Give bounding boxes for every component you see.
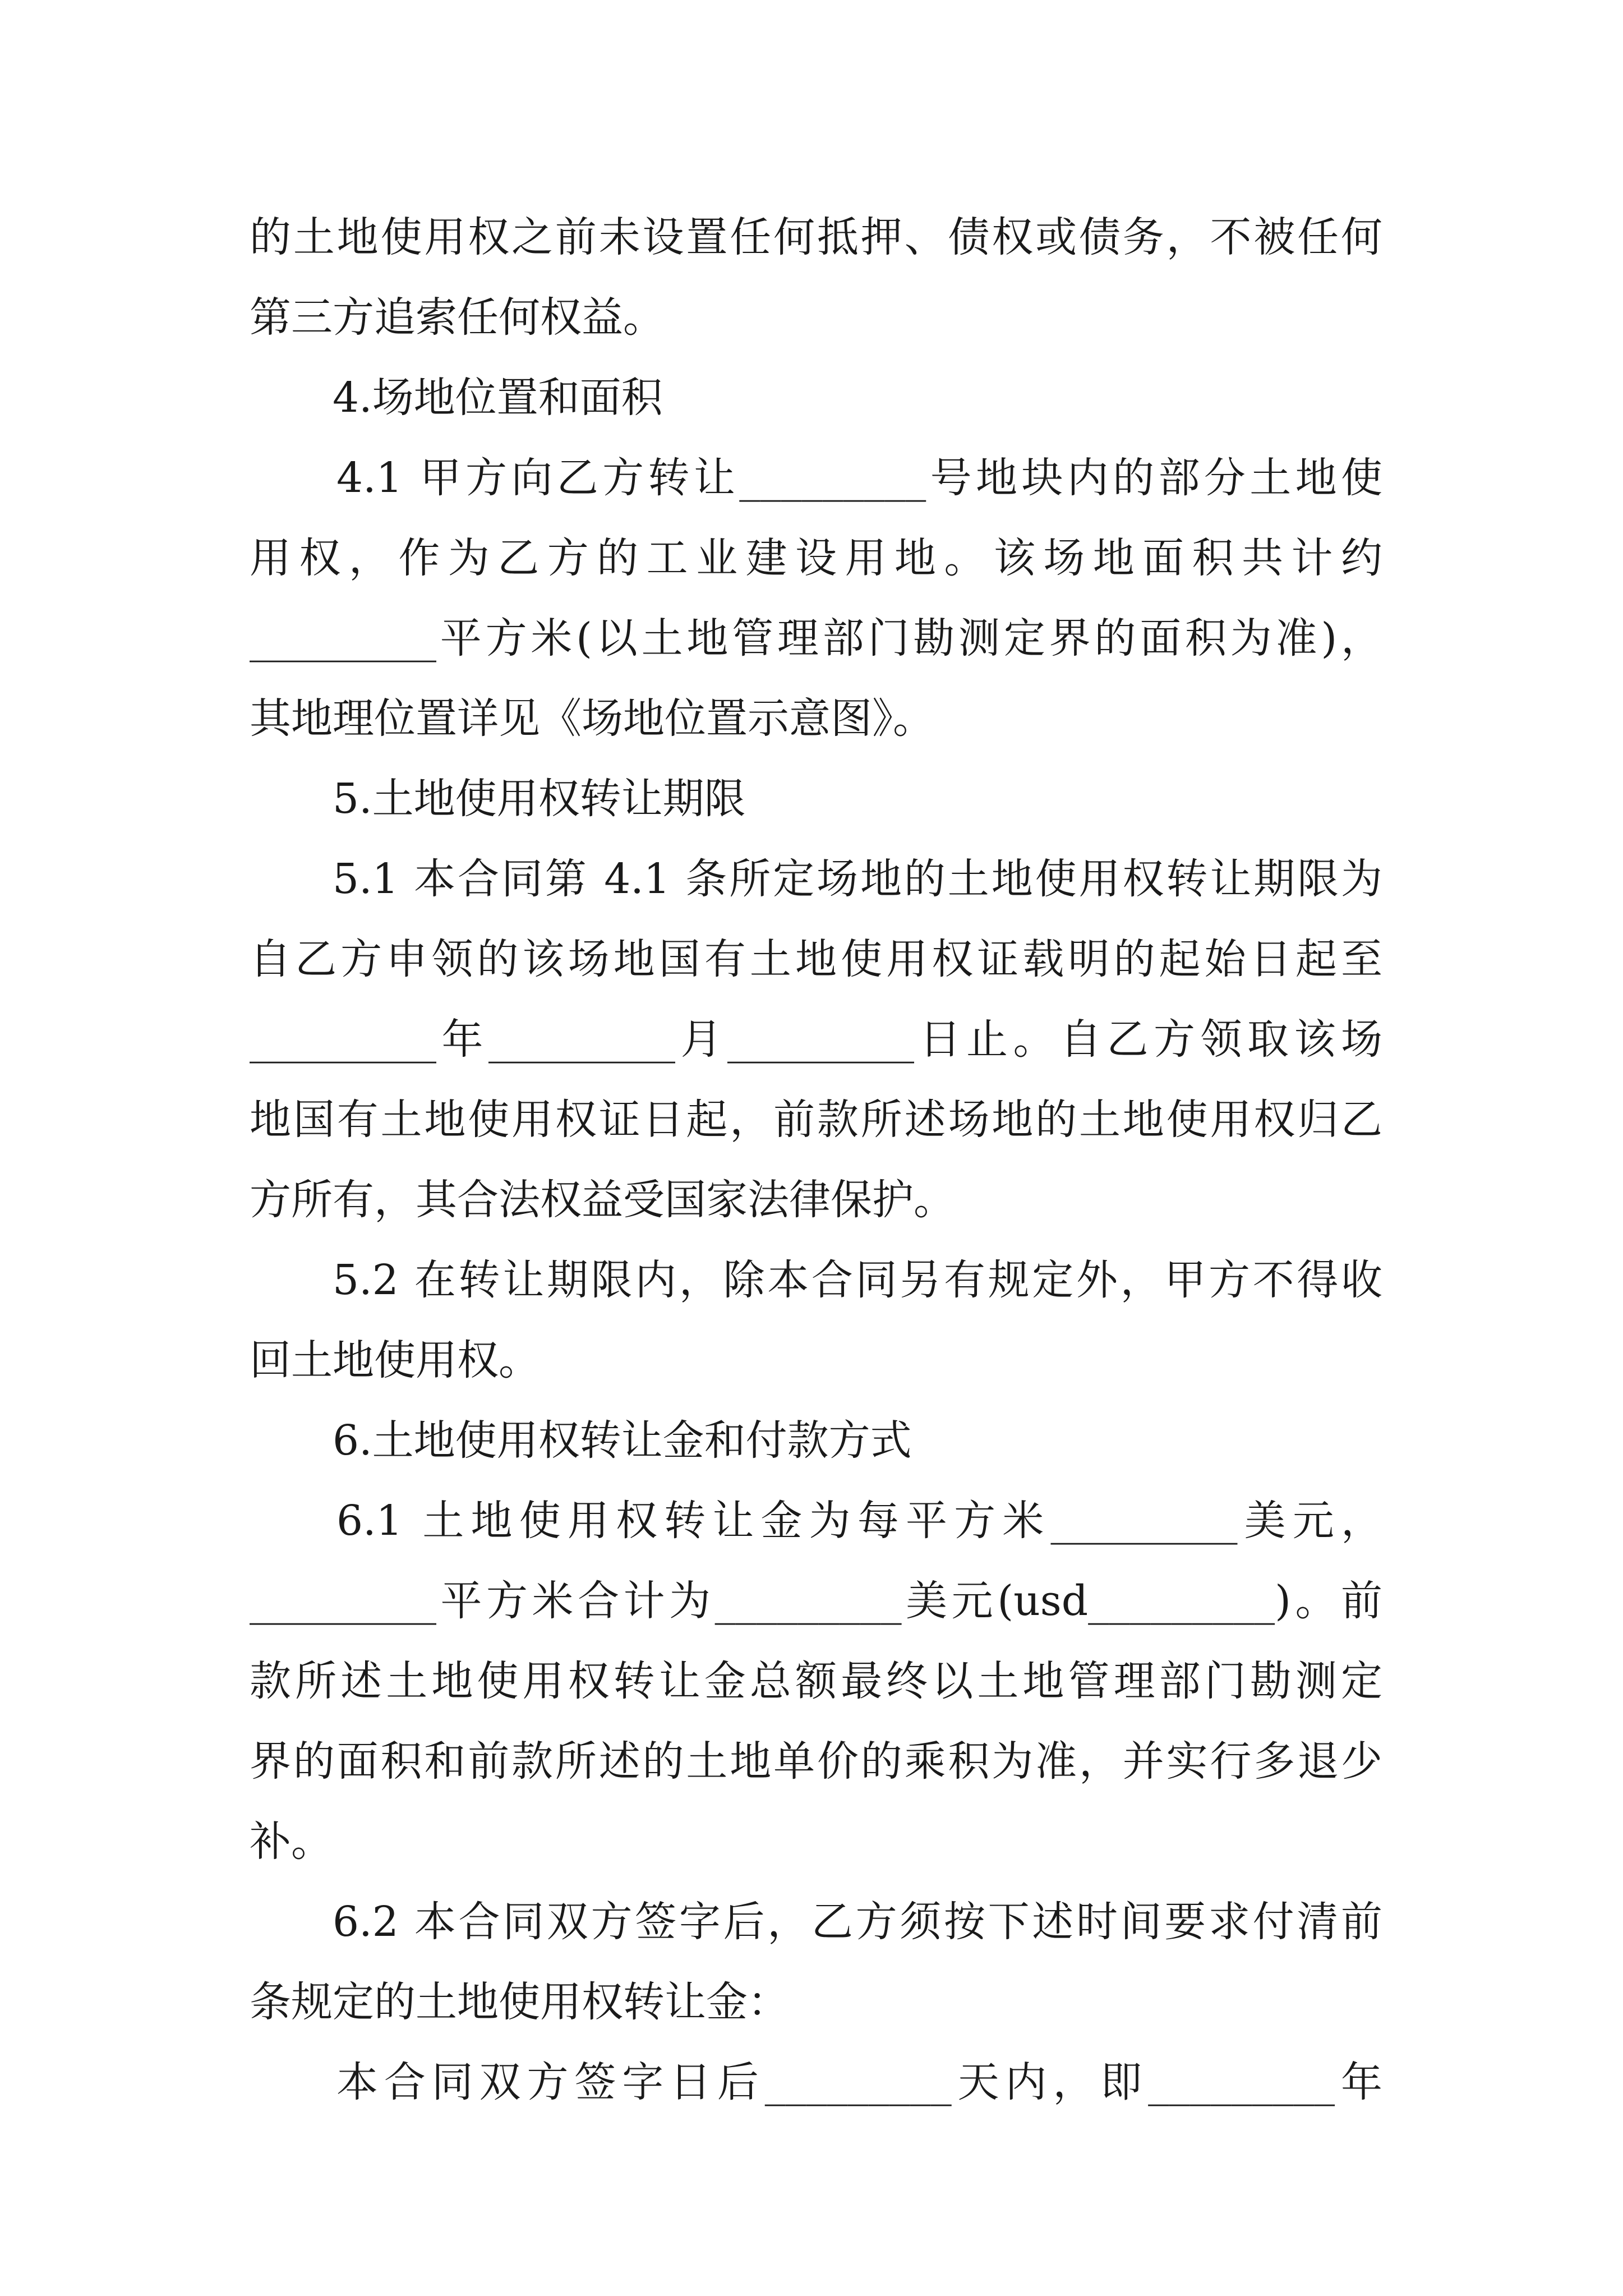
text-line-6-1c: 款所述土地使用权转让金总额最终以土地管理部门勘测定 [250, 1657, 1382, 1705]
text-line-4-1a: 4.1 甲方向乙方转让_________号地块内的部分土地使 [336, 454, 1382, 502]
text-line-1: 的土地使用权之前未设置任何抵押、债权或债务，不被任何 [250, 213, 1382, 261]
contract-body [250, 197, 1382, 2123]
text-line-5-1b: 自乙方申领的该场地国有土地使用权证载明的起始日起至 [250, 935, 1382, 983]
text-line-4-1d: 其地理位置详见《场地位置示意图》。 [250, 694, 934, 743]
text-line-5-1d: 地国有土地使用权证日起，前款所述场地的土地使用权归乙 [250, 1096, 1382, 1144]
section-heading-6: 6.土地使用权转让金和付款方式 [333, 1416, 912, 1465]
text-line-5-2b: 回土地使用权。 [250, 1336, 540, 1384]
text-line-5-2a: 5.2 在转让期限内，除本合同另有规定外，甲方不得收 [333, 1256, 1382, 1304]
text-line-5-1a: 5.1 本合同第 4.1 条所定场地的土地使用权转让期限为 [333, 855, 1382, 903]
text-line-6-1d: 界的面积和前款所述的土地单价的乘积为准，并实行多退少 [250, 1737, 1382, 1786]
section-heading-4: 4.场地位置和面积 [333, 374, 663, 422]
text-line-2: 第三方追索任何权益。 [250, 293, 665, 342]
text-line-6-2c: 本合同双方签字日后_________天内，即_________年 [336, 2058, 1382, 2106]
text-line-6-1e: 补。 [250, 1818, 333, 1866]
text-line-6-2a: 6.2 本合同双方签字后，乙方须按下述时间要求付清前 [333, 1898, 1382, 1946]
text-line-4-1b: 用权，作为乙方的工业建设用地。该场地面积共计约 [250, 534, 1382, 582]
section-heading-5: 5.土地使用权转让期限 [333, 775, 746, 823]
text-line-4-1c: _________平方米(以土地管理部门勘测定界的面积为准)， [250, 614, 1382, 662]
text-line-6-1a: 6.1 土地使用权转让金为每平方米_________美元， [336, 1497, 1382, 1545]
text-line-6-2b: 条规定的土地使用权转让金： [250, 1978, 789, 2026]
text-line-5-1e: 方所有，其合法权益受国家法律保护。 [250, 1176, 955, 1224]
text-line-6-1b: _________平方米合计为_________美元(usd_________)。前 [250, 1577, 1382, 1625]
text-line-5-1c: _________年_________月_________日止。自乙方领取该场 [250, 1015, 1382, 1064]
